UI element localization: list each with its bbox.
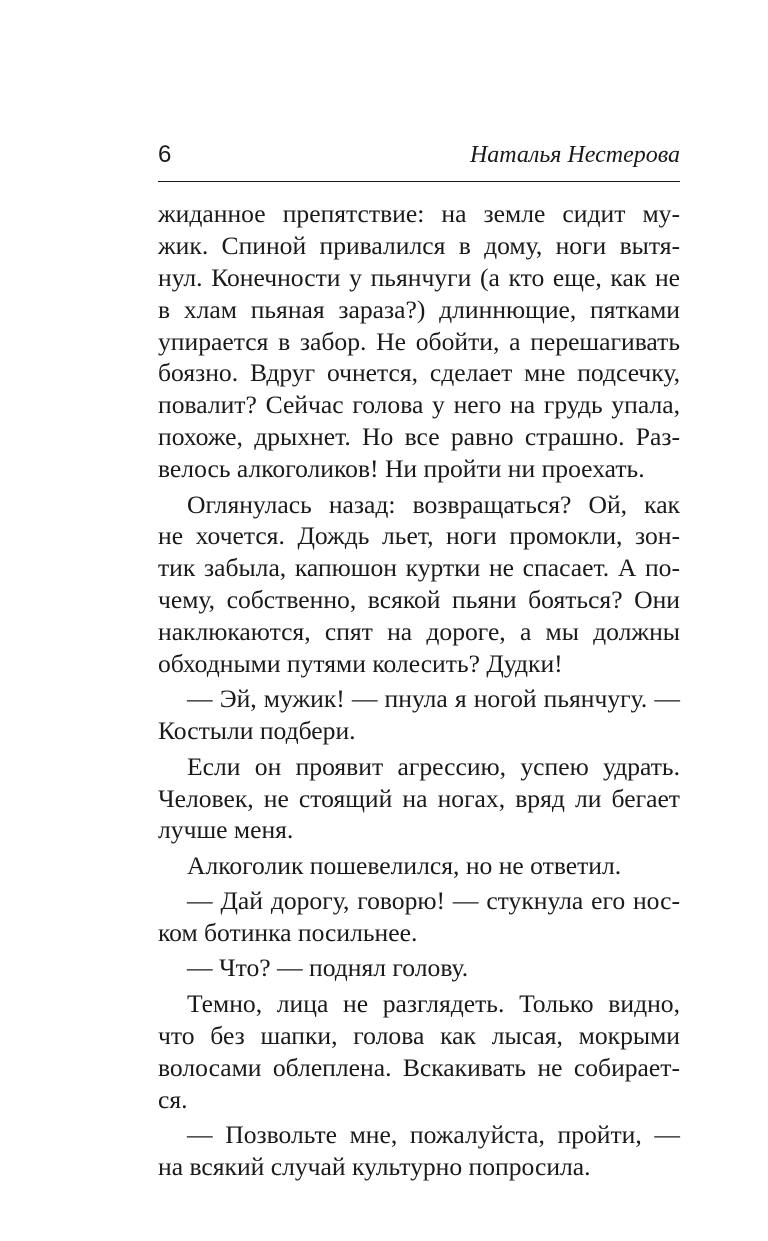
text-line: жиданное препятствие: на земле сидит му-	[158, 199, 680, 228]
paragraph	[158, 751, 680, 847]
text-line: не хочется. Дождь льет, ноги промокли, зон-	[158, 521, 680, 551]
text-line: наклюкаются, спят на дороге, а мы должны	[158, 617, 680, 647]
text-line: похоже, дрыхнет. Но все равно страшно. Раз-	[158, 422, 680, 452]
text-line: — Эй, мужик! — пнула я ногой пьянчугу. —	[187, 684, 680, 714]
text-line: тик забыла, капюшон куртки не спасает. А по-	[158, 553, 680, 583]
paragraph	[158, 885, 680, 949]
text-line: ся.	[158, 1084, 188, 1114]
author-name: Наталья Нестерова	[469, 142, 680, 168]
text-line: чему, собственно, всякой пьяни бояться? Они	[158, 585, 680, 615]
paragraph	[158, 850, 680, 882]
text-line: Оглянулась назад: возвращаться? Ой, как	[187, 489, 680, 519]
text-line: нул. Конечности у пьянчуги (а кто еще, как не	[158, 262, 680, 292]
text-line: волосами облеплена. Вскакивать не собирает-	[158, 1052, 680, 1082]
page-number: 6	[158, 141, 172, 168]
text-line: на всякий случай культурно попросила.	[158, 1151, 591, 1181]
text-line: повалит? Сейчас голова у него на грудь упала,	[158, 390, 680, 420]
text-line: Алкоголик пошевелился, но не ответил.	[187, 850, 622, 880]
body-text	[158, 198, 680, 1186]
text-line: — Позвольте мне, пожалуйста, пройти, —	[187, 1119, 680, 1149]
text-line: Костыли подбери.	[158, 716, 356, 746]
text-line: Если он проявит агрессию, успею удрать.	[187, 751, 680, 781]
text-line: что без шапки, голова как лысая, мокрыми	[158, 1020, 680, 1050]
paragraph	[158, 1119, 680, 1183]
text-line: упирается в забор. Не обойти, а перешагивать	[158, 326, 680, 356]
header-rule	[158, 181, 680, 182]
paragraph	[158, 952, 680, 984]
text-line: Темно, лица не разглядеть. Только видно,	[187, 988, 680, 1018]
text-line: — Что? — поднял голову.	[187, 953, 469, 983]
paragraph	[158, 988, 680, 1116]
text-line: боязно. Вдруг очнется, сделает мне подсечку,	[158, 358, 680, 388]
text-line: — Дай дорогу, говорю! — стукнула его нос-	[187, 886, 680, 916]
text-line: в хлам пьяная зараза?) длиннющие, пятками	[158, 294, 680, 324]
text-line: обходными путями колесить? Дудки!	[158, 648, 563, 678]
text-line: лучше меня.	[158, 815, 294, 845]
text-line: велось алкоголиков! Ни пройти ни проехать.	[158, 454, 645, 484]
text-line: ком ботинка посильнее.	[158, 918, 418, 948]
text-line: Человек, не стоящий на ногах, вряд ли бегает	[158, 783, 680, 813]
text-line: жик. Спиной привалился в дому, ноги вытя-	[158, 230, 680, 260]
paragraph	[158, 198, 680, 485]
paragraph	[158, 489, 680, 680]
paragraph	[158, 683, 680, 747]
running-head	[158, 138, 680, 178]
